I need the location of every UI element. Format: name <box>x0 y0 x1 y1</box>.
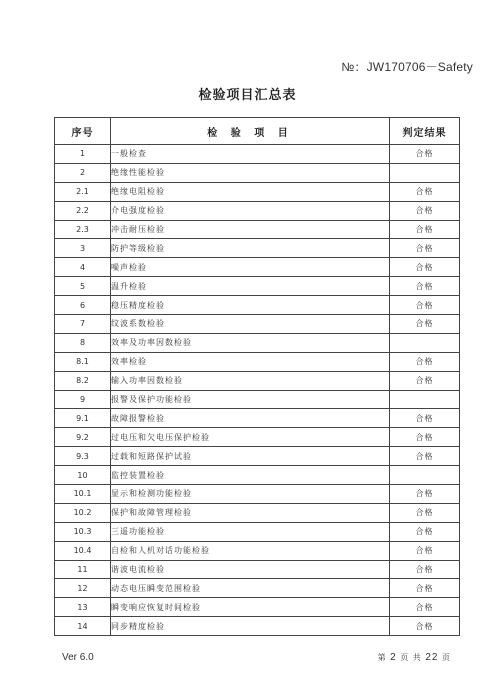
result-cell: 合格 <box>390 541 460 560</box>
row-number-cell: 2.3 <box>55 220 111 239</box>
result-cell: 合格 <box>390 182 460 201</box>
row-number-cell: 5 <box>55 277 111 296</box>
inspection-item-cell: 报警及保护功能检验 <box>111 390 390 409</box>
result-cell <box>390 390 460 409</box>
inspection-summary-table <box>54 117 460 636</box>
column-header-no: 序号 <box>55 118 111 145</box>
column-header-result: 判定结果 <box>390 118 460 145</box>
result-cell: 合格 <box>390 296 460 315</box>
row-number-cell: 2 <box>55 163 111 182</box>
inspection-item-cell: 监控装置检验 <box>111 466 390 485</box>
table-row <box>55 598 460 617</box>
table-row <box>55 315 460 334</box>
result-cell: 合格 <box>390 598 460 617</box>
table-row <box>55 503 460 522</box>
inspection-item-cell: 故障报警检验 <box>111 409 390 428</box>
row-number-cell: 10.4 <box>55 541 111 560</box>
table-row <box>55 409 460 428</box>
row-number-cell: 4 <box>55 258 111 277</box>
result-cell <box>390 333 460 352</box>
row-number-cell: 9.2 <box>55 428 111 447</box>
inspection-item-cell: 显示和检测功能检验 <box>111 485 390 504</box>
inspection-item-cell: 过载和短路保护试验 <box>111 447 390 466</box>
page-total: 22 <box>425 652 439 663</box>
result-cell: 合格 <box>390 560 460 579</box>
result-cell: 合格 <box>390 409 460 428</box>
table-row <box>55 163 460 182</box>
inspection-item-cell: 效率及功率因数检验 <box>111 333 390 352</box>
table-row <box>55 145 460 164</box>
result-cell <box>390 163 460 182</box>
result-cell: 合格 <box>390 522 460 541</box>
page-number <box>378 652 451 663</box>
table-row <box>55 258 460 277</box>
result-cell: 合格 <box>390 315 460 334</box>
result-cell: 合格 <box>390 485 460 504</box>
inspection-item-cell: 效率检验 <box>111 352 390 371</box>
result-cell: 合格 <box>390 220 460 239</box>
row-number-cell: 13 <box>55 598 111 617</box>
inspection-item-cell: 介电强度检验 <box>111 201 390 220</box>
result-cell: 合格 <box>390 258 460 277</box>
row-number-cell: 14 <box>55 617 111 636</box>
inspection-item-cell: 绝缘性能检验 <box>111 163 390 182</box>
version-label: Ver 6.0 <box>62 652 94 663</box>
inspection-item-cell: 输入功率因数检验 <box>111 371 390 390</box>
inspection-item-cell: 保护和故障管理检验 <box>111 503 390 522</box>
result-cell: 合格 <box>390 277 460 296</box>
inspection-item-cell: 温升检验 <box>111 277 390 296</box>
row-number-cell: 9.3 <box>55 447 111 466</box>
table-row <box>55 220 460 239</box>
result-cell: 合格 <box>390 201 460 220</box>
row-number-cell: 1 <box>55 145 111 164</box>
inspection-item-cell: 冲击耐压检验 <box>111 220 390 239</box>
table-row <box>55 466 460 485</box>
row-number-cell: 10.3 <box>55 522 111 541</box>
inspection-item-cell: 过电压和欠电压保护检验 <box>111 428 390 447</box>
result-cell: 合格 <box>390 428 460 447</box>
table-row <box>55 201 460 220</box>
column-header-item: 检 验 项 目 <box>111 118 390 145</box>
table-row <box>55 579 460 598</box>
result-cell <box>390 466 460 485</box>
table-row <box>55 333 460 352</box>
table-header-row <box>55 118 460 145</box>
page-suffix: 页 <box>442 653 451 662</box>
row-number-cell: 3 <box>55 239 111 258</box>
result-cell: 合格 <box>390 503 460 522</box>
inspection-item-cell: 自检和人机对话功能检验 <box>111 541 390 560</box>
row-number-cell: 10.1 <box>55 485 111 504</box>
result-cell: 合格 <box>390 371 460 390</box>
row-number-cell: 9.1 <box>55 409 111 428</box>
row-number-cell: 10 <box>55 466 111 485</box>
page-middle: 页 共 <box>400 653 422 662</box>
inspection-item-cell: 瞬变响应恢复时间检验 <box>111 598 390 617</box>
row-number-cell: 12 <box>55 579 111 598</box>
row-number-cell: 8.1 <box>55 352 111 371</box>
table-row <box>55 617 460 636</box>
inspection-item-cell: 谐波电流检验 <box>111 560 390 579</box>
document-number: №：JW170706－Safety <box>341 60 473 74</box>
result-cell: 合格 <box>390 579 460 598</box>
row-number-cell: 8.2 <box>55 371 111 390</box>
row-number-cell: 6 <box>55 296 111 315</box>
table-row <box>55 485 460 504</box>
table-row <box>55 239 460 258</box>
result-cell: 合格 <box>390 145 460 164</box>
table-row <box>55 522 460 541</box>
page-current: 2 <box>390 652 397 663</box>
inspection-item-cell: 动态电压瞬变范围检验 <box>111 579 390 598</box>
inspection-item-cell: 绝缘电阻检验 <box>111 182 390 201</box>
row-number-cell: 10.2 <box>55 503 111 522</box>
row-number-cell: 11 <box>55 560 111 579</box>
inspection-item-cell: 同步精度检验 <box>111 617 390 636</box>
table-row <box>55 296 460 315</box>
table-row <box>55 447 460 466</box>
page-title: 检验项目汇总表 <box>198 88 297 103</box>
result-cell: 合格 <box>390 352 460 371</box>
inspection-item-cell: 稳压精度检验 <box>111 296 390 315</box>
row-number-cell: 2.1 <box>55 182 111 201</box>
inspection-item-cell: 纹波系数检验 <box>111 315 390 334</box>
table-row <box>55 277 460 296</box>
row-number-cell: 2.2 <box>55 201 111 220</box>
inspection-item-cell: 噪声检验 <box>111 258 390 277</box>
table-row <box>55 352 460 371</box>
row-number-cell: 8 <box>55 333 111 352</box>
table-row <box>55 560 460 579</box>
table-row <box>55 371 460 390</box>
row-number-cell: 7 <box>55 315 111 334</box>
result-cell: 合格 <box>390 239 460 258</box>
inspection-item-cell: 一般检查 <box>111 145 390 164</box>
result-cell: 合格 <box>390 617 460 636</box>
table-row <box>55 182 460 201</box>
row-number-cell: 9 <box>55 390 111 409</box>
table-row <box>55 390 460 409</box>
page-prefix: 第 <box>377 653 387 662</box>
table-row <box>55 541 460 560</box>
table-row <box>55 428 460 447</box>
inspection-item-cell: 三遥功能检验 <box>111 522 390 541</box>
table-body <box>55 145 460 636</box>
result-cell: 合格 <box>390 447 460 466</box>
inspection-item-cell: 防护等级检验 <box>111 239 390 258</box>
